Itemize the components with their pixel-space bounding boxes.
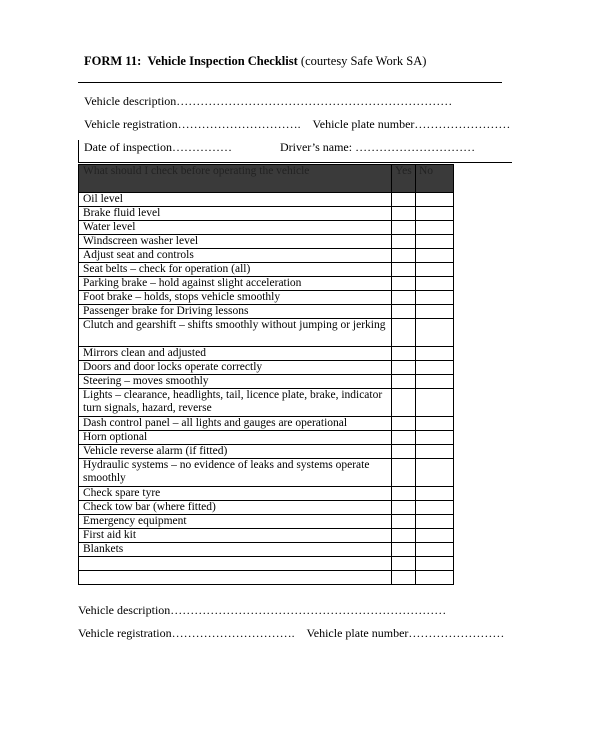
checklist-item: Steering – moves smoothly	[79, 375, 392, 389]
checklist-item: Passenger brake for Driving lessons	[79, 305, 392, 319]
no-cell[interactable]	[416, 193, 454, 207]
table-row	[79, 431, 454, 445]
yes-cell[interactable]	[392, 417, 416, 431]
table-row	[79, 277, 454, 291]
checklist-item: Lights – clearance, headlights, tail, licence plate, brake, indicator turn signals, hazard, reverse	[79, 389, 392, 417]
no-cell[interactable]	[416, 347, 454, 361]
table-row	[79, 221, 454, 235]
vehicle-description-field[interactable]: Vehicle description……………………………………………………………	[84, 94, 453, 108]
checklist-item: Emergency equipment	[79, 515, 392, 529]
no-cell[interactable]	[416, 375, 454, 389]
checklist-item: Doors and door locks operate correctly	[79, 361, 392, 375]
table-row	[79, 319, 454, 347]
yes-cell[interactable]	[392, 347, 416, 361]
no-cell[interactable]	[416, 529, 454, 543]
no-cell[interactable]	[416, 431, 454, 445]
table-row	[79, 193, 454, 207]
no-cell[interactable]	[416, 207, 454, 221]
yes-cell[interactable]	[392, 487, 416, 501]
table-row	[79, 445, 454, 459]
blank-item[interactable]	[79, 557, 392, 571]
checklist-item: Vehicle reverse alarm (if fitted)	[79, 445, 392, 459]
checklist-item: Check spare tyre	[79, 487, 392, 501]
yes-cell[interactable]	[392, 319, 416, 347]
no-cell[interactable]	[416, 277, 454, 291]
checklist-item: Water level	[79, 221, 392, 235]
table-row	[79, 235, 454, 249]
checklist-item: Mirrors clean and adjusted	[79, 347, 392, 361]
checklist-item: Blankets	[79, 543, 392, 557]
vehicle-registration-row	[84, 117, 510, 132]
form-name: Vehicle Inspection Checklist	[147, 54, 298, 68]
yes-cell[interactable]	[392, 193, 416, 207]
table-row	[79, 305, 454, 319]
yes-cell[interactable]	[392, 529, 416, 543]
no-cell[interactable]	[416, 459, 454, 487]
yes-cell[interactable]	[392, 207, 416, 221]
yes-cell[interactable]	[392, 277, 416, 291]
table-row	[79, 347, 454, 361]
table-row	[79, 263, 454, 277]
yes-cell[interactable]	[392, 389, 416, 417]
no-cell[interactable]	[416, 361, 454, 375]
no-cell[interactable]	[416, 319, 454, 347]
yes-cell[interactable]	[392, 515, 416, 529]
yes-cell[interactable]	[392, 221, 416, 235]
title-rule	[78, 82, 502, 83]
table-row	[79, 543, 454, 557]
checklist-item: Oil level	[79, 193, 392, 207]
header-yes: Yes	[392, 165, 416, 193]
no-cell[interactable]	[416, 305, 454, 319]
vehicle-registration-field[interactable]: Vehicle registration………………………….	[84, 117, 301, 131]
checklist-item: Windscreen washer level	[79, 235, 392, 249]
no-cell[interactable]	[416, 417, 454, 431]
checklist-item: Dash control panel – all lights and gauges are operational	[79, 417, 392, 431]
blank-item[interactable]	[79, 571, 392, 585]
table-row	[79, 361, 454, 375]
no-cell[interactable]	[416, 263, 454, 277]
table-row	[79, 529, 454, 543]
yes-cell[interactable]	[392, 263, 416, 277]
inspection-date-row	[84, 140, 475, 155]
table-row	[79, 291, 454, 305]
form-credit: (courtesy Safe Work SA)	[300, 54, 427, 68]
no-cell[interactable]	[416, 557, 454, 571]
divider-top	[78, 162, 512, 163]
checklist-item: Horn optional	[79, 431, 392, 445]
inspection-checklist-table	[78, 164, 454, 585]
yes-cell[interactable]	[392, 543, 416, 557]
form-title	[84, 54, 426, 69]
table-row	[79, 417, 454, 431]
checklist-item: Adjust seat and controls	[79, 249, 392, 263]
yes-cell[interactable]	[392, 249, 416, 263]
checklist-item: First aid kit	[79, 529, 392, 543]
yes-cell[interactable]	[392, 445, 416, 459]
table-row	[79, 487, 454, 501]
bottom-vehicle-registration-row	[78, 626, 504, 641]
table-row	[79, 557, 454, 571]
no-cell[interactable]	[416, 515, 454, 529]
checklist-item: Hydraulic systems – no evidence of leaks and systems operate smoothly	[79, 459, 392, 487]
checklist-item: Parking brake – hold against slight acceleration	[79, 277, 392, 291]
bottom-vehicle-plate-number-field[interactable]: Vehicle plate number……………………	[306, 626, 505, 640]
yes-cell[interactable]	[392, 571, 416, 585]
divider-left	[78, 140, 79, 162]
table-row	[79, 375, 454, 389]
yes-cell[interactable]	[392, 431, 416, 445]
no-cell[interactable]	[416, 571, 454, 585]
no-cell[interactable]	[416, 249, 454, 263]
header-no: No	[416, 165, 454, 193]
checklist-item: Check tow bar (where fitted)	[79, 501, 392, 515]
yes-cell[interactable]	[392, 557, 416, 571]
no-cell[interactable]	[416, 235, 454, 249]
no-cell[interactable]	[416, 389, 454, 417]
no-cell[interactable]	[416, 445, 454, 459]
bottom-vehicle-registration-field[interactable]: Vehicle registration………………………….	[78, 626, 295, 640]
no-cell[interactable]	[416, 501, 454, 515]
no-cell[interactable]	[416, 291, 454, 305]
table-row	[79, 249, 454, 263]
yes-cell[interactable]	[392, 305, 416, 319]
yes-cell[interactable]	[392, 375, 416, 389]
table-row	[79, 459, 454, 487]
yes-cell[interactable]	[392, 459, 416, 487]
no-cell[interactable]	[416, 543, 454, 557]
checklist-item: Brake fluid level	[79, 207, 392, 221]
table-row	[79, 571, 454, 585]
yes-cell[interactable]	[392, 291, 416, 305]
yes-cell[interactable]	[392, 361, 416, 375]
bottom-vehicle-description-field[interactable]: Vehicle description……………………………………………………………	[78, 603, 447, 617]
drivers-name-field[interactable]: Driver’s name: …………………………	[279, 140, 476, 154]
table-row	[79, 501, 454, 515]
checklist-item: Seat belts – check for operation (all)	[79, 263, 392, 277]
form-label: FORM 11:	[84, 54, 142, 68]
vehicle-plate-number-field[interactable]: Vehicle plate number……………………	[312, 117, 511, 131]
header-item: What should I check before operating the vehicle	[79, 165, 392, 193]
table-row	[79, 515, 454, 529]
checklist-item: Clutch and gearshift – shifts smoothly without jumping or jerking	[79, 319, 392, 347]
no-cell[interactable]	[416, 221, 454, 235]
checklist-item: Foot brake – holds, stops vehicle smoothly	[79, 291, 392, 305]
yes-cell[interactable]	[392, 235, 416, 249]
yes-cell[interactable]	[392, 501, 416, 515]
date-of-inspection-field[interactable]: Date of inspection……………	[84, 140, 232, 154]
no-cell[interactable]	[416, 487, 454, 501]
table-row	[79, 207, 454, 221]
table-row	[79, 389, 454, 417]
